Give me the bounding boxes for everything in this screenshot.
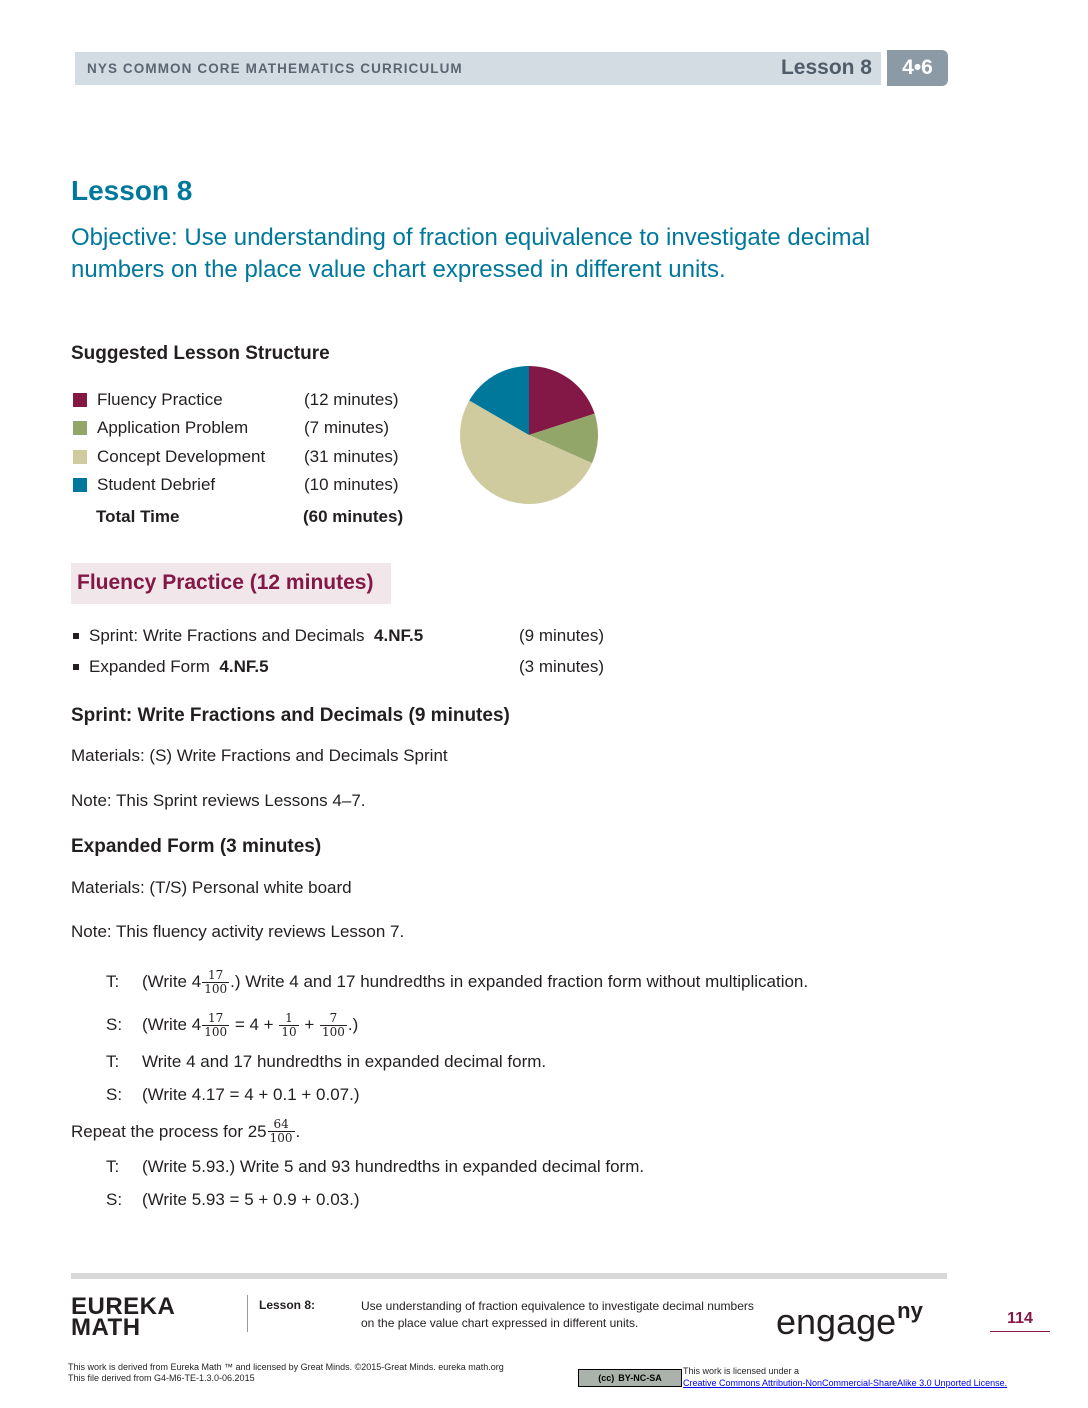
dialogue-line bbox=[106, 1080, 360, 1110]
fluency-bullet bbox=[73, 626, 604, 646]
speaker: T: bbox=[106, 1052, 120, 1071]
structure-item-time: (10 minutes) bbox=[304, 475, 399, 494]
total-time: (60 minutes) bbox=[303, 507, 404, 526]
structure-item-name: Application Problem bbox=[97, 418, 249, 437]
footer-rule bbox=[71, 1273, 947, 1279]
structure-item-name: Concept Development bbox=[97, 447, 266, 466]
bullet-text: Sprint: Write Fractions and Decimals bbox=[89, 626, 365, 645]
footer-divider bbox=[247, 1295, 248, 1332]
bullet-standard: 4.NF.5 bbox=[219, 657, 269, 676]
lesson-structure-pie bbox=[458, 364, 600, 506]
structure-row bbox=[73, 473, 398, 497]
dialogue-line bbox=[106, 1185, 360, 1215]
legend-swatch bbox=[73, 450, 87, 464]
structure-total bbox=[96, 507, 403, 527]
repeat-instruction: Repeat the process for 25 $\frac{64}{100}$ . bbox=[71, 1117, 301, 1145]
structure-item-name: Fluency Practice bbox=[97, 390, 223, 409]
cc-license-badge: (cc) BY-NC-SA bbox=[578, 1369, 682, 1387]
total-label: Total Time bbox=[96, 507, 180, 526]
sprint-materials: Materials: (S) Write Fractions and Decimals Sprint bbox=[71, 746, 448, 765]
dialogue-line bbox=[106, 967, 808, 997]
legend-swatch bbox=[73, 478, 87, 492]
dialogue-line bbox=[106, 1047, 546, 1077]
speaker: T: bbox=[106, 972, 120, 991]
structure-row bbox=[73, 416, 389, 440]
dialogue-line bbox=[106, 1152, 644, 1182]
objective: Objective: Use understanding of fraction equivalence to investigate decimal numbers on the place value chart expressed in different units. bbox=[71, 224, 871, 283]
expanded-note: Note: This fluency activity reviews Lesson 7. bbox=[71, 922, 405, 941]
fluency-bullet bbox=[73, 657, 604, 677]
bullet-time: (9 minutes) bbox=[519, 626, 605, 645]
speaker: S: bbox=[106, 1015, 123, 1034]
structure-heading: Suggested Lesson Structure bbox=[71, 343, 330, 364]
dialogue-text: (Write 4 $\frac{17}{100}$ = 4 + $\frac{1}{10}$ + $\frac{7}{100}$ .) bbox=[142, 1010, 359, 1039]
dialogue-text: (Write 5.93 = 5 + 0.9 + 0.03.) bbox=[142, 1190, 360, 1209]
sprint-heading: Sprint: Write Fractions and Decimals (9 minutes) bbox=[71, 705, 510, 726]
page-title: Lesson 8 bbox=[71, 175, 193, 206]
page-number-underline bbox=[990, 1331, 1050, 1332]
fraction: $\frac{1}{10}$ bbox=[281, 1010, 297, 1039]
legend-swatch bbox=[73, 421, 87, 435]
derivation-notice: This work is derived from Eureka Math ™ and licensed by Great Minds. ©2015-Great Minds. eureka math.org This file derived from G4-M6-TE-1.3.0-06.2015 bbox=[68, 1362, 504, 1383]
dialogue-text: (Write 4 $\frac{17}{100}$ .) Write 4 and 17 hundredths in expanded fraction form without multiplication. bbox=[142, 967, 809, 996]
speaker: S: bbox=[106, 1085, 123, 1104]
cc-icon: (cc) bbox=[598, 1373, 615, 1383]
engageny-logo: engage$^{ny}$ bbox=[776, 1298, 923, 1342]
dialogue-text: (Write 5.93.) Write 5 and 93 hundredths in expanded decimal form. bbox=[142, 1157, 645, 1176]
structure-item-time: (7 minutes) bbox=[304, 418, 390, 437]
license-link[interactable]: Creative Commons Attribution-NonCommercial-ShareAlike 3.0 Unported License. bbox=[683, 1378, 1008, 1388]
license-notice: This work is licensed under a Creative Commons Attribution-NonCommercial-ShareAlike 3.0 Unported License. bbox=[683, 1366, 1008, 1388]
structure-row bbox=[73, 388, 398, 412]
structure-item-time: (31 minutes) bbox=[304, 447, 399, 466]
bullet-standard: 4.NF.5 bbox=[374, 626, 424, 645]
bullet-text: Expanded Form bbox=[89, 657, 210, 676]
fraction: $\frac{17}{100}$ bbox=[204, 967, 228, 996]
speaker: S: bbox=[106, 1190, 123, 1209]
header-lesson: Lesson 8 bbox=[780, 56, 872, 79]
bullet-icon bbox=[73, 633, 79, 639]
grade-module-badge: 4•6 bbox=[887, 50, 948, 86]
bullet-icon bbox=[73, 664, 79, 670]
curriculum-label: NYS COMMON CORE MATHEMATICS CURRICULUM bbox=[87, 61, 463, 76]
structure-item-time: (12 minutes) bbox=[304, 390, 399, 409]
fraction: $\frac{17}{100}$ bbox=[204, 1010, 228, 1039]
dialogue-text: Write 4 and 17 hundredths in expanded decimal form. bbox=[142, 1052, 547, 1071]
page-number: 114 bbox=[1007, 1310, 1033, 1327]
dialogue-line bbox=[106, 1010, 358, 1040]
expanded-heading: Expanded Form (3 minutes) bbox=[71, 836, 322, 857]
fraction: $\frac{7}{100}$ bbox=[321, 1010, 345, 1039]
legend-swatch bbox=[73, 393, 87, 407]
expanded-materials: Materials: (T/S) Personal white board bbox=[71, 878, 352, 897]
speaker: T: bbox=[106, 1157, 120, 1176]
eureka-math-logo: EUREKA MATH bbox=[71, 1293, 176, 1341]
fraction: $\frac{64}{100}$ bbox=[269, 1117, 293, 1145]
sprint-note: Note: This Sprint reviews Lessons 4–7. bbox=[71, 791, 366, 810]
footer-lesson-label: Lesson 8: bbox=[259, 1298, 316, 1312]
dialogue-text: (Write 4.17 = 4 + 0.1 + 0.07.) bbox=[142, 1085, 360, 1104]
bullet-time: (3 minutes) bbox=[519, 657, 605, 676]
footer-lesson-description: Use understanding of fraction equivalence to investigate decimal numbers on the place value chart expressed in different units. bbox=[361, 1299, 754, 1330]
structure-item-name: Student Debrief bbox=[97, 475, 216, 494]
fluency-title: Fluency Practice (12 minutes) bbox=[77, 571, 374, 594]
structure-row bbox=[73, 445, 398, 469]
